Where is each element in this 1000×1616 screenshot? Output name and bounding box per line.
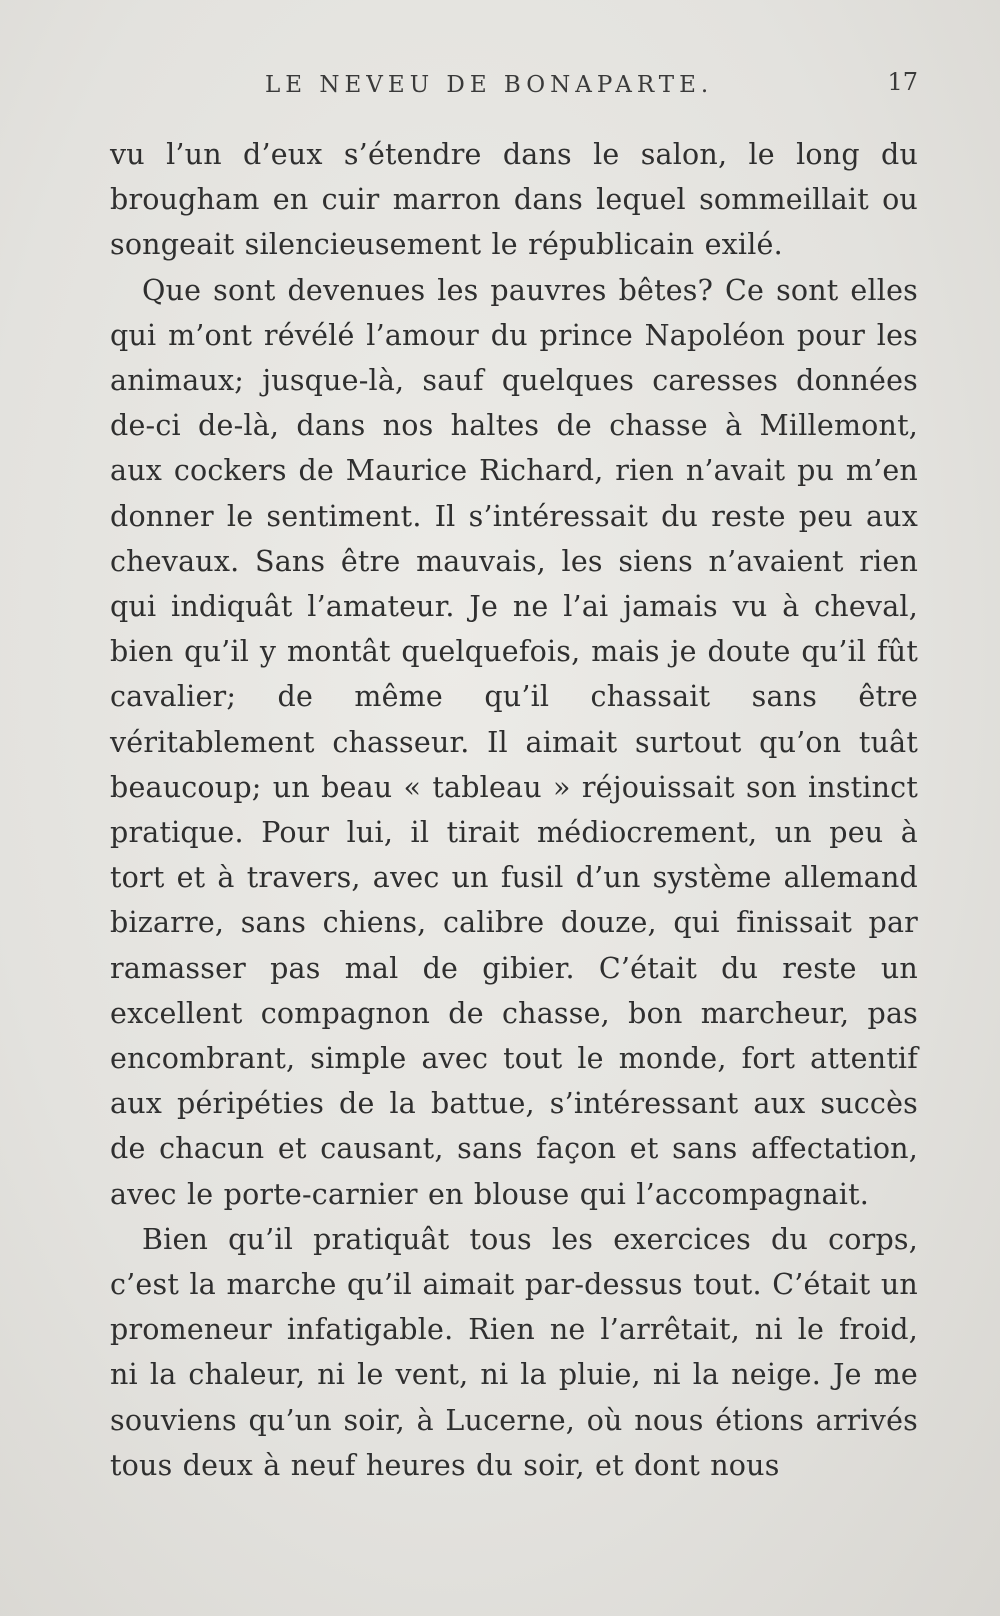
paragraph: Bien qu’il pratiquât tous les exercices du corps, c’est la marche qu’il aimait par-dessus tout. C’était un promeneur infatigable. Rien ne l’arrêtait, ni le froid, ni la chaleur, ni le vent, ni la pluie, ni la neige. Je me souviens qu’un soir, à Lucerne, où nous étions arrivés tous deux à neuf heures du soir, et dont nous bbox=[110, 1222, 918, 1482]
body-text bbox=[110, 132, 918, 1488]
paragraph-continued: vu l’un d’eux s’étendre dans le salon, le long du brougham en cuir marron dans lequel sommeillait ou songeait silencieusement le républicain exilé. bbox=[110, 138, 918, 262]
running-header bbox=[110, 68, 918, 108]
paragraph: Que sont devenues les pauvres bêtes? Ce sont elles qui m’ont révélé l’amour du prince Napoléon pour les animaux; jusque-là, sauf quelques caresses données de-ci de-là, dans nos haltes de chasse à Millemont, aux cockers de Maurice Richard, rien n’avait pu m’en donner le sentiment. Il s’intéressait du reste peu aux chevaux. Sans être mauvais, les siens n’avaient rien qui indiquât l’amateur. Je ne l’ai jamais vu à cheval, bien qu’il y montât quelquefois, mais je doute qu’il fût cavalier; de même qu’il chassait sans être véritablement chasseur. Il aimait surtout qu’on tuât beaucoup; un beau « tableau » réjouissait son instinct pratique. Pour lui, il tirait médiocrement, un peu à tort et à travers, avec un fusil d’un système allemand bizarre, sans chiens, calibre douze, qui finissait par ramasser pas mal de gibier. C’était du reste un excellent compagnon de chasse, bon marcheur, pas encombrant, simple avec tout le monde, fort attentif aux péripéties de la battue, s’intéressant aux succès de chacun et causant, sans façon et sans affectation, avec le porte-carnier en blouse qui l’accompagnait. bbox=[110, 273, 918, 1211]
page-number: 17 bbox=[887, 68, 918, 96]
running-title: LE NEVEU DE BONAPARTE. bbox=[265, 72, 714, 98]
